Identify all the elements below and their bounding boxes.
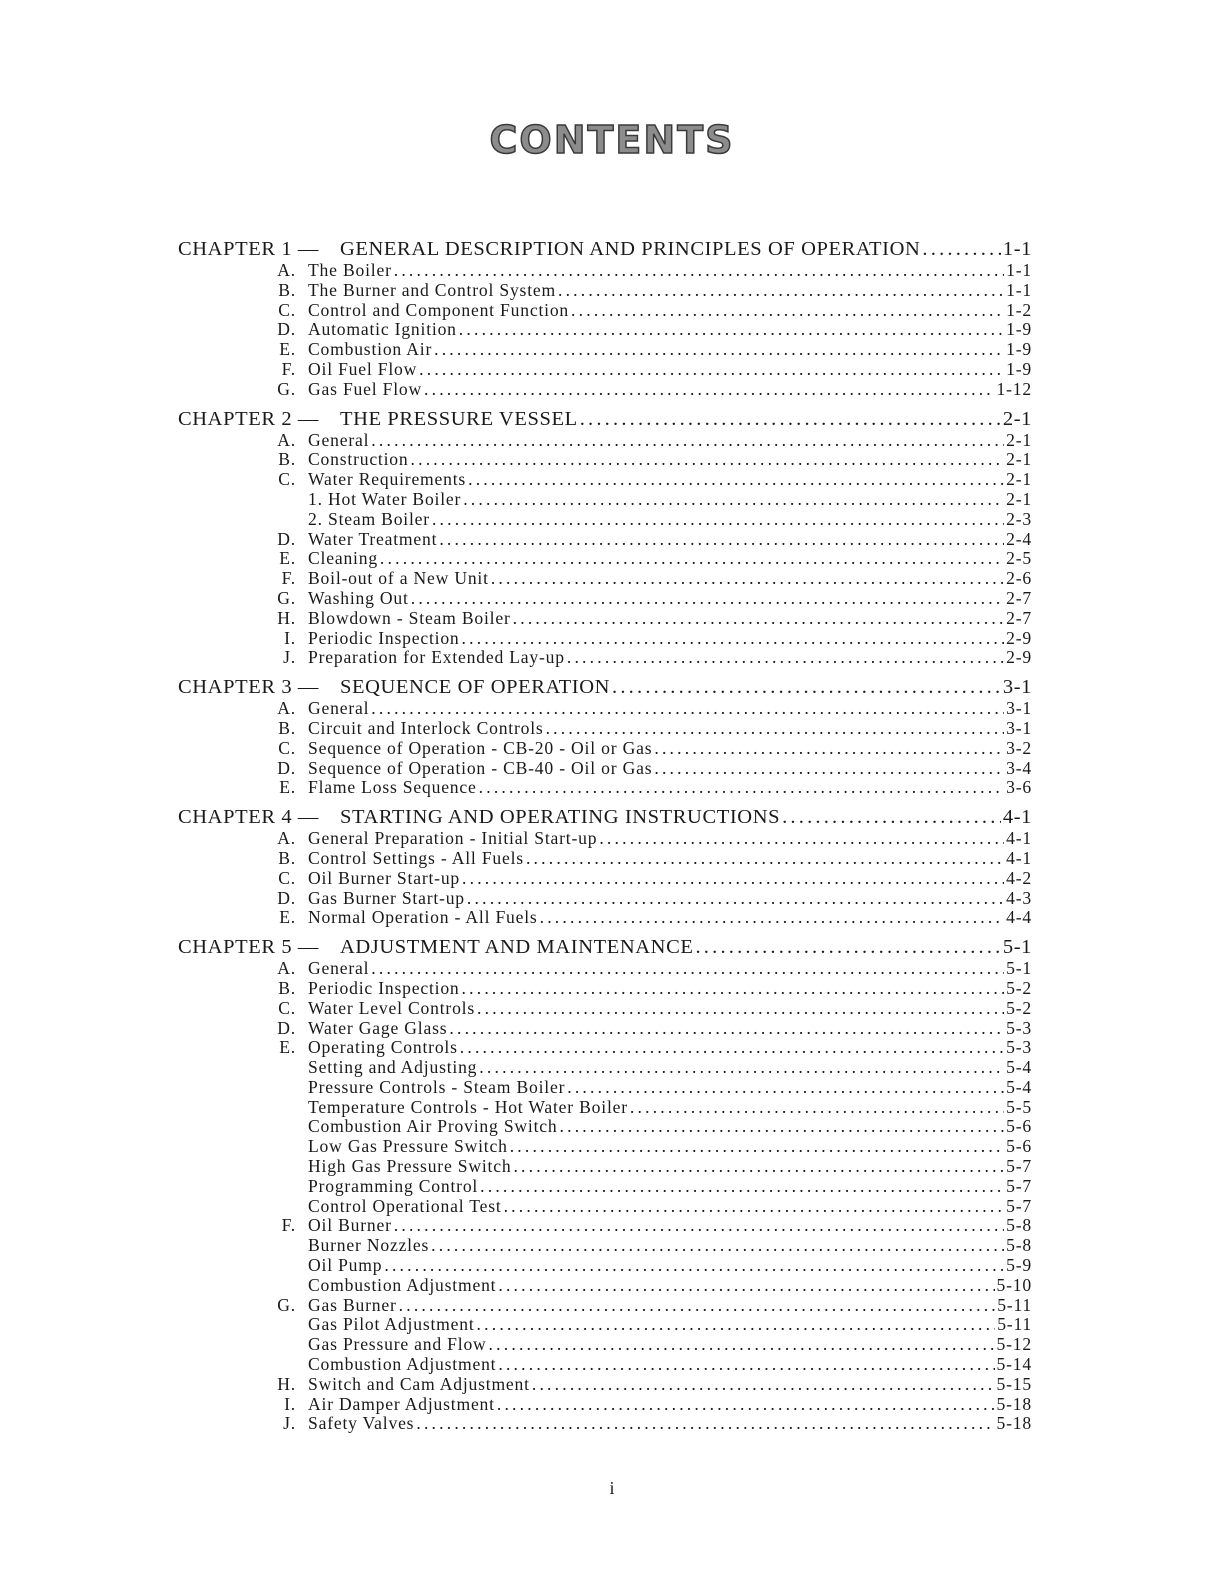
section-page: 5-3 [1006,1017,1032,1038]
section-page: 4-4 [1006,907,1032,928]
chapter-page: 1-1 [1002,238,1032,260]
dot-leader [571,300,1004,321]
toc-entry [178,777,1032,797]
section-letter: B. [278,717,296,738]
section-title: General [308,429,370,450]
section-letter: E. [279,548,296,569]
toc-entry [178,628,1032,648]
section-title: Gas Burner Start-up [308,887,465,908]
section-page: 1-9 [1006,358,1032,379]
dot-leader [411,449,1005,470]
toc-entry [178,1196,1032,1216]
dot-leader [411,588,1004,609]
dot-leader [567,647,1004,668]
toc-entry [178,1275,1032,1295]
section-title: Preparation for Extended Lay-up [308,647,565,668]
dot-leader [654,738,1004,759]
section-title: Water Level Controls [308,997,476,1018]
section-letter: D. [277,757,296,778]
section-title: Oil Burner [308,1215,392,1236]
section-letter: A. [277,698,296,719]
toc-entry [178,848,1032,868]
dot-leader [460,1037,1004,1058]
dot-leader [532,1374,995,1395]
dot-leader [504,1196,1005,1217]
chapter-block [178,676,1032,797]
dot-leader [477,998,1004,1019]
toc-entry [178,1334,1032,1354]
dot-leader [424,379,995,400]
dot-leader [567,1077,1004,1098]
toc-entry [178,888,1032,908]
chapter-label: CHAPTER 1 — [178,238,320,260]
toc-entry [178,647,1032,667]
dot-leader [384,1255,1004,1276]
section-title: Sequence of Operation - CB-20 - Oil or Gas [308,737,653,758]
section-letter: C. [278,299,296,320]
chapter-heading [178,936,1032,958]
toc-entry [178,469,1032,489]
section-title: Gas Burner [308,1294,397,1315]
section-page: 5-11 [997,1314,1032,1335]
toc-entry [178,738,1032,758]
dot-leader [434,339,1004,360]
chapter-label: CHAPTER 2 — [178,407,320,430]
section-page: 5-8 [1006,1235,1032,1256]
toc-entry [178,568,1032,588]
section-title: Low Gas Pressure Switch [308,1136,508,1157]
chapter-title: THE PRESSURE VESSEL [340,407,578,430]
section-page: 2-5 [1006,548,1032,569]
toc-entry [178,449,1032,469]
section-title: Cleaning [308,548,378,569]
dot-leader [498,1354,994,1375]
section-title: 1. Hot Water Boiler [308,488,462,509]
toc-entry [178,1156,1032,1176]
chapter-title: STARTING AND OPERATING INSTRUCTIONS [340,806,781,829]
dot-leader [394,1215,1004,1236]
section-title: Setting and Adjusting [308,1057,478,1078]
section-page: 5-7 [1006,1175,1032,1196]
dot-leader [380,548,1004,569]
section-letter: H. [277,1373,296,1394]
section-title: Operating Controls [308,1037,458,1058]
dot-leader [612,676,1001,699]
section-title: Combustion Adjustment [308,1274,497,1295]
toc-entry [178,1215,1032,1235]
chapter-block [178,806,1032,927]
section-title: Switch and Cam Adjustment [308,1373,530,1394]
chapter-title: ADJUSTMENT AND MAINTENANCE [340,936,694,959]
toc-entry [178,1413,1032,1433]
dot-leader [467,888,1004,909]
dot-leader [580,408,1001,431]
section-page: 2-4 [1006,528,1032,549]
chapter-block [178,238,1032,399]
section-page: 4-1 [1006,828,1032,849]
toc-entry [178,489,1032,509]
section-page: 5-11 [997,1294,1032,1315]
section-letter: E. [279,777,296,798]
section-page: 5-7 [1006,1156,1032,1177]
chapter-label: CHAPTER 5 — [178,936,320,959]
dot-leader [560,1116,1005,1137]
section-title: Air Damper Adjustment [308,1393,495,1414]
section-title: Combustion Air Proving Switch [308,1116,558,1137]
dot-leader [546,718,1005,739]
section-page: 1-1 [1006,279,1032,300]
section-letter: E. [279,1037,296,1058]
chapter-label: CHAPTER 3 — [178,676,320,699]
chapter-heading [178,676,1032,698]
section-title: Combustion Air [308,339,433,360]
toc-entry [178,1295,1032,1315]
dot-leader [463,489,1004,510]
section-letter: C. [278,737,296,758]
section-letter: E. [279,339,296,360]
dot-leader [459,319,1004,340]
dot-leader [782,806,1001,829]
section-page: 5-10 [996,1274,1032,1295]
section-title: Control Settings - All Fuels [308,847,524,868]
section-title: Water Treatment [308,528,438,549]
toc-entry [178,430,1032,450]
toc-entry [178,907,1032,927]
dot-leader [416,1413,994,1434]
section-page: 2-7 [1006,587,1032,608]
toc-entry [178,529,1032,549]
toc-entry [178,588,1032,608]
chapter-title: GENERAL DESCRIPTION AND PRINCIPLES OF OPERATION [340,238,921,260]
section-page: 3-2 [1006,737,1032,758]
toc-entry [178,978,1032,998]
toc-entry [178,1255,1032,1275]
section-letter: E. [279,907,296,928]
toc-entry [178,1018,1032,1038]
dot-leader [479,1057,1004,1078]
toc-entry [178,319,1032,339]
chapter-heading [178,806,1032,828]
section-letter: A. [277,260,296,280]
dot-leader [371,430,1004,451]
section-page: 5-8 [1006,1215,1032,1236]
dot-leader [510,1136,1004,1157]
toc-entry [178,1136,1032,1156]
section-letter: J. [283,1413,296,1434]
toc-entry [178,718,1032,738]
section-letter: D. [277,528,296,549]
section-page: 5-2 [1006,997,1032,1018]
dot-leader [462,978,1005,999]
section-title: Control Operational Test [308,1195,502,1216]
dot-leader [491,568,1004,589]
section-letter: I. [284,627,296,648]
section-title: Periodic Inspection [308,977,460,998]
section-title: Normal Operation - All Fuels [308,907,538,928]
section-title: Gas Fuel Flow [308,378,423,399]
dot-leader [599,828,1004,849]
section-page: 1-9 [1006,339,1032,360]
section-page: 5-4 [1006,1076,1032,1097]
section-title: General [308,958,370,979]
section-page: 5-6 [1006,1136,1032,1157]
dot-leader [432,509,1004,530]
section-title: Periodic Inspection [308,627,460,648]
section-title: The Burner and Control System [308,279,556,300]
section-page: 3-1 [1006,698,1032,719]
dot-leader [558,280,1004,301]
section-title: Temperature Controls - Hot Water Boiler [308,1096,628,1117]
table-of-contents [178,238,1032,1442]
section-page: 4-3 [1006,887,1032,908]
section-page: 1-12 [996,378,1032,399]
section-page: 5-1 [1006,958,1032,979]
section-page: 5-4 [1006,1057,1032,1078]
section-page: 5-3 [1006,1037,1032,1058]
section-page: 2-3 [1006,508,1032,529]
toc-entry [178,339,1032,359]
section-letter: H. [277,607,296,628]
toc-entry [178,1314,1032,1334]
section-title: Circuit and Interlock Controls [308,717,544,738]
section-page: 2-1 [1006,449,1032,470]
section-page: 4-2 [1006,867,1032,888]
section-letter: B. [278,847,296,868]
section-title: The Boiler [308,260,392,280]
chapter-page: 3-1 [1002,676,1032,699]
section-page: 1-2 [1006,299,1032,320]
chapter-block [178,408,1032,668]
section-letter: D. [277,887,296,908]
section-title: Oil Burner Start-up [308,867,461,888]
chapter-block [178,936,1032,1433]
dot-leader [462,628,1005,649]
toc-entry [178,958,1032,978]
toc-entry [178,280,1032,300]
section-letter: F. [281,358,296,379]
section-title: Water Requirements [308,469,467,490]
section-letter: B. [278,279,296,300]
section-title: Oil Pump [308,1255,383,1276]
section-page: 5-2 [1006,977,1032,998]
dot-leader [540,907,1005,928]
section-letter: B. [278,449,296,470]
dot-leader [480,1176,1004,1197]
section-page: 3-1 [1006,717,1032,738]
toc-entry [178,509,1032,529]
page-number: i [609,1478,615,1498]
section-title: Water Gage Glass [308,1017,448,1038]
toc-entry [178,1176,1032,1196]
dot-leader [399,1295,996,1316]
section-page: 5-12 [996,1334,1032,1355]
section-letter: F. [281,568,296,589]
section-page: 5-9 [1006,1255,1032,1276]
toc-entry [178,260,1032,280]
section-page: 2-1 [1006,469,1032,490]
dot-leader [468,469,1004,490]
section-title: Construction [308,449,409,470]
section-letter: B. [278,977,296,998]
dot-leader [371,698,1004,719]
toc-entry [178,1374,1032,1394]
section-letter: G. [277,378,296,399]
toc-entry [178,998,1032,1018]
section-title: Safety Valves [308,1413,415,1434]
section-letter: C. [278,469,296,490]
section-title: Automatic Ignition [308,319,457,340]
section-page: 2-1 [1006,488,1032,509]
dot-leader [419,359,1004,380]
dot-leader [449,1018,1004,1039]
section-title: Washing Out [308,587,409,608]
section-page: 3-6 [1006,777,1032,798]
chapter-heading [178,238,1032,260]
toc-entry [178,828,1032,848]
section-page: 5-5 [1006,1096,1032,1117]
section-page: 2-1 [1006,429,1032,450]
dot-leader [513,608,1005,629]
section-page: 5-18 [996,1393,1032,1414]
dot-leader [654,758,1004,779]
section-title: Gas Pressure and Flow [308,1334,487,1355]
dot-leader [922,238,1000,261]
page-title: CONTENTS [489,118,735,162]
section-letter: D. [277,1017,296,1038]
section-page: 4-1 [1006,847,1032,868]
section-title: Pressure Controls - Steam Boiler [308,1076,566,1097]
dot-leader [630,1097,1004,1118]
toc-entry [178,1077,1032,1097]
dot-leader [462,868,1004,889]
section-page: 5-15 [996,1373,1032,1394]
toc-entry [178,300,1032,320]
section-title: General Preparation - Initial Start-up [308,828,598,849]
section-page: 3-4 [1006,757,1032,778]
dot-leader [394,260,1004,281]
chapter-page: 4-1 [1002,806,1032,829]
toc-entry [178,1116,1032,1136]
section-letter: C. [278,997,296,1018]
toc-entry [178,1354,1032,1374]
toc-entry [178,1097,1032,1117]
chapter-page: 2-1 [1002,407,1032,430]
section-page: 5-18 [996,1413,1032,1434]
section-letter: C. [278,867,296,888]
section-letter: A. [277,828,296,849]
dot-leader [431,1235,1004,1256]
section-title: Flame Loss Sequence [308,777,477,798]
section-title: General [308,698,370,719]
section-title: Control and Component Function [308,299,570,320]
dot-leader [479,777,1005,798]
toc-entry [178,698,1032,718]
section-page: 2-9 [1006,627,1032,648]
section-letter: J. [283,647,296,668]
section-title: Sequence of Operation - CB-40 - Oil or Gas [308,757,653,778]
section-title: Blowdown - Steam Boiler [308,607,511,628]
toc-entry [178,1394,1032,1414]
section-title: Programming Control [308,1175,479,1196]
section-letter: I. [284,1393,296,1414]
dot-leader [498,1275,994,1296]
section-letter: A. [277,429,296,450]
dot-leader [497,1394,995,1415]
section-page: 1-1 [1006,260,1032,280]
section-page: 1-9 [1006,319,1032,340]
section-title: 2. Steam Boiler [308,508,430,529]
dot-leader [439,529,1004,550]
chapter-page: 5-1 [1002,936,1032,959]
section-page: 2-6 [1006,568,1032,589]
dot-leader [371,958,1004,979]
section-letter: F. [281,1215,296,1236]
section-title: Burner Nozzles [308,1235,430,1256]
dot-leader [489,1334,995,1355]
section-title: Oil Fuel Flow [308,358,418,379]
section-letter: G. [277,1294,296,1315]
toc-entry [178,1235,1032,1255]
section-page: 2-7 [1006,607,1032,628]
chapter-title: SEQUENCE OF OPERATION [340,676,611,699]
section-letter: A. [277,958,296,979]
section-letter: D. [277,319,296,340]
section-title: Boil-out of a New Unit [308,568,489,589]
section-page: 5-6 [1006,1116,1032,1137]
toc-entry [178,608,1032,628]
toc-entry [178,1037,1032,1057]
section-title: High Gas Pressure Switch [308,1156,512,1177]
section-page: 5-14 [996,1354,1032,1375]
toc-entry [178,379,1032,399]
toc-entry [178,548,1032,568]
section-title: Combustion Adjustment [308,1354,497,1375]
dot-leader [695,936,1000,959]
dot-leader [477,1314,996,1335]
section-title: Gas Pilot Adjustment [308,1314,475,1335]
toc-entry [178,758,1032,778]
chapter-label: CHAPTER 4 — [178,806,320,829]
dot-leader [526,848,1004,869]
chapter-heading [178,408,1032,430]
section-page: 2-9 [1006,647,1032,668]
section-page: 5-7 [1006,1195,1032,1216]
dot-leader [513,1156,1004,1177]
toc-entry [178,1057,1032,1077]
section-letter: G. [277,587,296,608]
toc-entry [178,359,1032,379]
toc-entry [178,868,1032,888]
